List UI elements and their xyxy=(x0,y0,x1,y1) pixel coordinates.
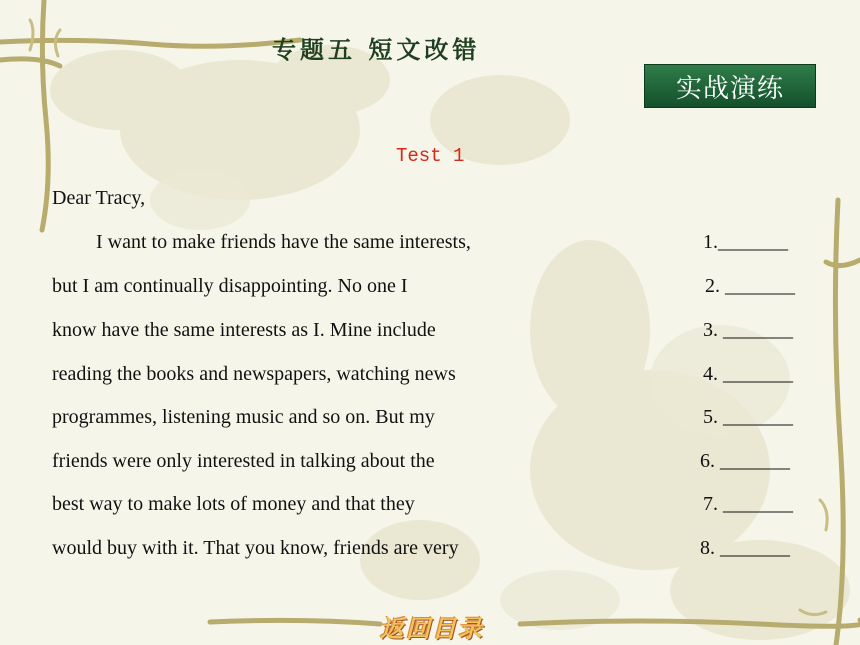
test-label: Test 1 xyxy=(396,145,465,167)
page-title: 专题五 短文改错 xyxy=(272,35,481,64)
letter-line: programmes, listening music and so on. But my xyxy=(52,406,435,428)
letter-greeting: Dear Tracy, xyxy=(52,187,146,209)
answer-blank[interactable]: 6. _______ xyxy=(700,450,790,472)
answer-blank[interactable]: 2. _______ xyxy=(705,275,795,297)
answer-blank[interactable]: 7. _______ xyxy=(703,493,793,515)
answer-blank[interactable]: 4. _______ xyxy=(703,363,793,385)
answer-blank[interactable]: 8. _______ xyxy=(700,537,790,559)
letter-line: would buy with it. That you know, friends are very xyxy=(52,537,459,559)
letter-line: reading the books and newspapers, watching news xyxy=(52,363,456,385)
answer-blank[interactable]: 5. _______ xyxy=(703,406,793,428)
answer-blank[interactable]: 3. _______ xyxy=(703,319,793,341)
answer-blank[interactable]: 1._______ xyxy=(703,231,788,253)
letter-line: friends were only interested in talking about the xyxy=(52,450,435,472)
letter-line: I want to make friends have the same interests, xyxy=(96,231,471,253)
letter-line: best way to make lots of money and that they xyxy=(52,493,415,515)
back-to-contents-link[interactable]: 返回目录 xyxy=(380,614,484,643)
practice-badge[interactable]: 实战演练 xyxy=(644,64,816,108)
letter-line: but I am continually disappointing. No one I xyxy=(52,275,408,297)
letter-line: know have the same interests as I. Mine include xyxy=(52,319,436,341)
